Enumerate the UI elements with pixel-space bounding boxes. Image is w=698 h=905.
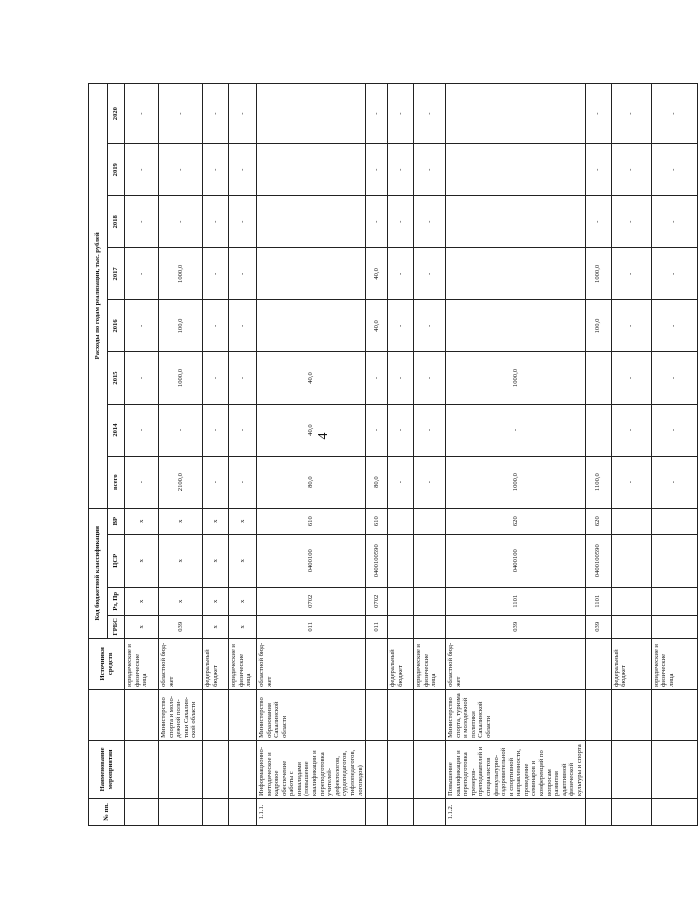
row-year-value: -: [611, 352, 651, 404]
row-year-value: -: [366, 352, 388, 404]
row-year-value: [257, 248, 366, 300]
row-source: [585, 638, 611, 689]
row-rzpr: 1101: [585, 587, 611, 615]
row-csr: 0400100: [446, 534, 585, 587]
row-executor: [229, 689, 257, 740]
row-year-value: -: [366, 196, 388, 248]
row-year-value: -: [125, 196, 159, 248]
row-year-value: -: [414, 248, 446, 300]
row-rzpr: 0702: [366, 587, 388, 615]
page-number: 4: [316, 432, 331, 440]
row-name: Повышение квалификации и переподготовка тренеров-преподавателей и специалистов физкультурно-оздоровительной и спортивной направленности, проведение семинаров и конференций по вопросам развития адаптивной физической культуры и спорта: [446, 740, 585, 798]
row-year-value: -: [414, 300, 446, 352]
row-year-value: -: [414, 144, 446, 196]
row-vr: x: [159, 508, 203, 534]
row-source: федеральный бюджет: [203, 638, 229, 689]
row-year-value: 100,0: [585, 300, 611, 352]
row-year-value: -: [414, 352, 446, 404]
row-year-value: 100,0: [159, 300, 203, 352]
row-executor: [414, 689, 446, 740]
row-year-value: -: [651, 404, 697, 456]
row-name: [125, 740, 159, 798]
table-row: [366, 84, 388, 826]
row-year-value: -: [651, 248, 697, 300]
row-year-value: -: [388, 196, 414, 248]
row-year-value: [257, 144, 366, 196]
row-total: -: [125, 456, 159, 508]
row-year-value: -: [125, 300, 159, 352]
row-vr: [388, 508, 414, 534]
row-year-value: 40,0: [257, 352, 366, 404]
row-grbs: 039: [446, 615, 585, 638]
row-num: [414, 798, 446, 825]
row-executor: [611, 689, 651, 740]
row-name: [366, 740, 388, 798]
row-year-value: -: [388, 84, 414, 144]
row-executor: [366, 689, 388, 740]
row-year-value: -: [446, 404, 585, 456]
row-year-value: 40,0: [366, 248, 388, 300]
row-total: -: [388, 456, 414, 508]
row-name: [585, 740, 611, 798]
row-source: федеральный бюджет: [388, 638, 414, 689]
row-name: [651, 740, 697, 798]
row-num: [229, 798, 257, 825]
row-csr: [611, 534, 651, 587]
row-year-value: -: [414, 404, 446, 456]
header-year: 2018: [108, 196, 125, 248]
header-year: 2020: [108, 84, 125, 144]
row-year-value: -: [585, 84, 611, 144]
row-name: Информационно-методическое и кадровое обеспечение работы с инвалидами (повышение квалификации и переподготовка учителей-дефектологов, сурдопедагогов, тифлопедагогов, логопедов): [257, 740, 366, 798]
row-grbs: [611, 615, 651, 638]
row-year-value: -: [611, 144, 651, 196]
row-year-value: -: [203, 352, 229, 404]
row-year-value: -: [203, 196, 229, 248]
row-year-value: 40,0: [257, 404, 366, 456]
row-year-value: -: [388, 248, 414, 300]
row-rzpr: [414, 587, 446, 615]
row-total: 2100,0: [159, 456, 203, 508]
header-executor: [89, 689, 125, 740]
row-year-value: 1000,0: [585, 248, 611, 300]
row-year-value: -: [125, 144, 159, 196]
header-csr: ЦСР: [108, 534, 125, 587]
row-year-value: -: [125, 352, 159, 404]
row-executor: Министерство спорта, туризма и молодежной политики Сахалинской области: [446, 689, 585, 740]
row-year-value: -: [229, 352, 257, 404]
row-rzpr: [388, 587, 414, 615]
row-year-value: -: [388, 144, 414, 196]
row-csr: [388, 534, 414, 587]
row-grbs: x: [229, 615, 257, 638]
table-row: [257, 84, 366, 826]
row-year-value: [446, 248, 585, 300]
row-year-value: -: [203, 300, 229, 352]
row-rzpr: x: [229, 587, 257, 615]
header-year: 2014: [108, 404, 125, 456]
table-row: [414, 84, 446, 826]
row-name: [388, 740, 414, 798]
row-csr: [651, 534, 697, 587]
row-year-value: -: [611, 84, 651, 144]
row-year-value: -: [388, 352, 414, 404]
header-year: 2017: [108, 248, 125, 300]
row-year-value: -: [585, 144, 611, 196]
row-csr: 0400100590: [585, 534, 611, 587]
header-rzpr: Рз, Пр: [108, 587, 125, 615]
row-rzpr: 1101: [446, 587, 585, 615]
row-total: 80,0: [366, 456, 388, 508]
header-year: 2019: [108, 144, 125, 196]
row-total: 1000,0: [446, 456, 585, 508]
row-source: юридические и физические лица: [125, 638, 159, 689]
row-vr: [651, 508, 697, 534]
row-year-value: -: [159, 84, 203, 144]
row-grbs: [414, 615, 446, 638]
row-name: [611, 740, 651, 798]
row-total: 80,0: [257, 456, 366, 508]
row-year-value: -: [651, 84, 697, 144]
row-source: [366, 638, 388, 689]
row-grbs: x: [203, 615, 229, 638]
row-year-value: [446, 300, 585, 352]
row-name: [229, 740, 257, 798]
row-year-value: -: [651, 300, 697, 352]
row-csr: 0400100590: [366, 534, 388, 587]
row-year-value: [257, 300, 366, 352]
row-executor: Министерство образования Сахалинской области: [257, 689, 366, 740]
row-name: [203, 740, 229, 798]
row-year-value: 1000,0: [446, 352, 585, 404]
row-year-value: -: [125, 84, 159, 144]
row-num: [203, 798, 229, 825]
row-year-value: -: [229, 404, 257, 456]
row-year-value: [585, 404, 611, 456]
row-vr: x: [203, 508, 229, 534]
row-vr: 610: [257, 508, 366, 534]
rotated-table-wrapper: [88, 83, 678, 826]
row-source: областной бюд-жет: [159, 638, 203, 689]
row-year-value: -: [203, 144, 229, 196]
row-rzpr: [611, 587, 651, 615]
row-grbs: [651, 615, 697, 638]
row-year-value: [446, 144, 585, 196]
row-year-value: 1000,0: [159, 248, 203, 300]
row-grbs: 039: [159, 615, 203, 638]
row-csr: x: [159, 534, 203, 587]
row-executor: [585, 689, 611, 740]
row-vr: x: [125, 508, 159, 534]
row-rzpr: x: [203, 587, 229, 615]
row-vr: 620: [446, 508, 585, 534]
row-year-value: -: [125, 404, 159, 456]
row-csr: x: [125, 534, 159, 587]
row-csr: x: [229, 534, 257, 587]
row-total: 1100,0: [585, 456, 611, 508]
row-year-value: -: [229, 248, 257, 300]
row-executor: [125, 689, 159, 740]
table-row: [446, 84, 585, 826]
row-name: [159, 740, 203, 798]
header-num: № пп.: [89, 798, 125, 825]
row-year-value: -: [229, 144, 257, 196]
row-year-value: -: [125, 248, 159, 300]
row-rzpr: x: [125, 587, 159, 615]
row-num: [651, 798, 697, 825]
row-total: -: [651, 456, 697, 508]
row-source: областной бюд-жет: [446, 638, 585, 689]
header-name: Наименование мероприятия: [89, 740, 125, 798]
row-executor: [388, 689, 414, 740]
row-year-value: [257, 196, 366, 248]
row-source: областной бюд-жет: [257, 638, 366, 689]
row-year-value: [446, 196, 585, 248]
row-total: -: [229, 456, 257, 508]
row-source: юридические и физические лица: [229, 638, 257, 689]
row-year-value: [585, 352, 611, 404]
row-num: [585, 798, 611, 825]
row-num: [611, 798, 651, 825]
row-year-value: -: [366, 404, 388, 456]
row-year-value: -: [611, 248, 651, 300]
budget-table: [88, 83, 698, 826]
row-year-value: [446, 84, 585, 144]
header-grbs: ГРБС: [108, 615, 125, 638]
row-grbs: 039: [585, 615, 611, 638]
row-year-value: -: [203, 248, 229, 300]
row-vr: x: [229, 508, 257, 534]
row-year-value: 40,0: [366, 300, 388, 352]
table-row: [125, 84, 159, 826]
row-total: -: [203, 456, 229, 508]
header-year: 2015: [108, 352, 125, 404]
row-csr: x: [203, 534, 229, 587]
row-year-value: -: [388, 404, 414, 456]
row-year-value: -: [229, 196, 257, 248]
row-year-value: -: [159, 144, 203, 196]
row-source: юридические и физические лица: [651, 638, 697, 689]
header-total: всего: [108, 456, 125, 508]
table-row: [611, 84, 651, 826]
header-expenses: Расходы по годам реализации, тыс. рублей: [89, 84, 108, 509]
row-year-value: -: [611, 196, 651, 248]
row-year-value: -: [366, 84, 388, 144]
row-vr: [414, 508, 446, 534]
table-row: [159, 84, 203, 826]
row-year-value: -: [585, 196, 611, 248]
row-vr: [611, 508, 651, 534]
row-num: [159, 798, 203, 825]
row-year-value: 1000,0: [159, 352, 203, 404]
table-row: [229, 84, 257, 826]
row-executor: Министерство спорта и моло-дежной поли-тики Сахалин-ской области: [159, 689, 203, 740]
row-rzpr: [651, 587, 697, 615]
header-row: [89, 84, 108, 826]
row-total: -: [611, 456, 651, 508]
row-csr: 0400100: [257, 534, 366, 587]
row-year-value: -: [611, 300, 651, 352]
row-num: 1.1.2.: [446, 798, 585, 825]
row-num: [125, 798, 159, 825]
table-body: [125, 84, 698, 826]
table-row: [203, 84, 229, 826]
row-year-value: -: [651, 196, 697, 248]
row-name: [414, 740, 446, 798]
row-grbs: 011: [366, 615, 388, 638]
row-grbs: 011: [257, 615, 366, 638]
row-year-value: -: [414, 84, 446, 144]
row-year-value: -: [159, 196, 203, 248]
row-year-value: -: [651, 352, 697, 404]
row-year-value: -: [159, 404, 203, 456]
row-total: -: [414, 456, 446, 508]
row-year-value: -: [651, 144, 697, 196]
row-year-value: -: [388, 300, 414, 352]
row-year-value: -: [203, 84, 229, 144]
row-num: 1.1.1.: [257, 798, 366, 825]
row-vr: 610: [366, 508, 388, 534]
header-source: Источники средств: [89, 638, 125, 689]
row-rzpr: 0702: [257, 587, 366, 615]
row-year-value: -: [203, 404, 229, 456]
row-year-value: -: [229, 300, 257, 352]
header-vr: ВР: [108, 508, 125, 534]
row-grbs: [388, 615, 414, 638]
row-source: федеральный бюджет: [611, 638, 651, 689]
row-num: [388, 798, 414, 825]
table-row: [388, 84, 414, 826]
row-year-value: -: [414, 196, 446, 248]
row-executor: [651, 689, 697, 740]
row-csr: [414, 534, 446, 587]
row-num: [366, 798, 388, 825]
row-year-value: -: [229, 84, 257, 144]
row-year-value: -: [611, 404, 651, 456]
row-source: юридические и физические лица: [414, 638, 446, 689]
header-year: 2016: [108, 300, 125, 352]
row-year-value: -: [366, 144, 388, 196]
row-year-value: [257, 84, 366, 144]
row-grbs: x: [125, 615, 159, 638]
header-budget-code: Код бюджетной классификации: [89, 508, 108, 638]
row-executor: [203, 689, 229, 740]
row-rzpr: x: [159, 587, 203, 615]
row-vr: 620: [585, 508, 611, 534]
table-row: [585, 84, 611, 826]
table-row: [651, 84, 697, 826]
